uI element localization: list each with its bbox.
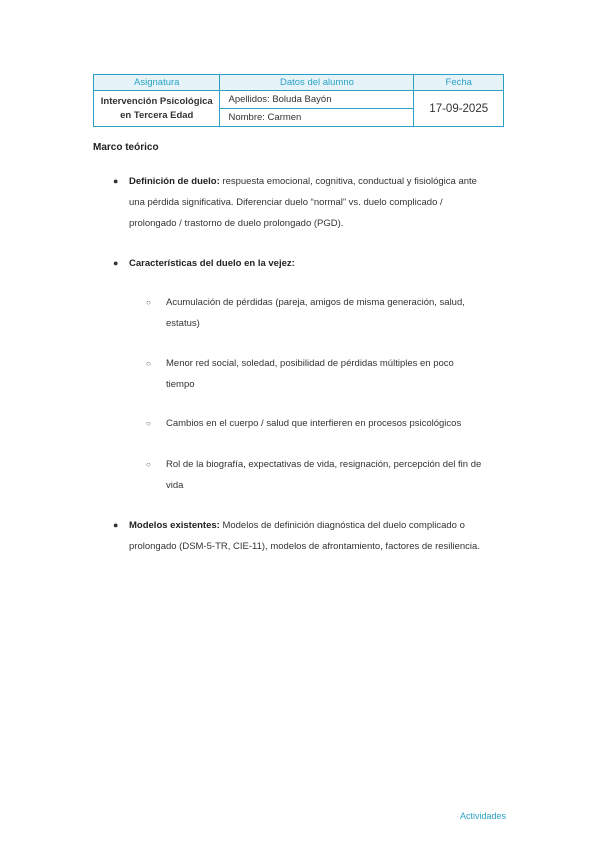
name-cell: Nombre: Carmen	[220, 109, 414, 127]
sub-bullet-icon: ○	[146, 298, 151, 307]
definition-line-1	[129, 171, 499, 192]
surname-cell: Apellidos: Boluda Bayón	[220, 91, 414, 109]
sub-bullet-icon: ○	[146, 359, 151, 368]
definition-term: Definición de duelo:	[129, 176, 220, 187]
sub-item	[166, 353, 496, 395]
sub-item	[166, 292, 496, 334]
subject-line-2: en Tercera Edad	[120, 109, 194, 121]
bullet-icon: ●	[113, 258, 119, 268]
header-table	[93, 74, 504, 127]
subject-cell	[94, 91, 220, 127]
models-text-1: Modelos de definición diagnóstica del duelo complicado o	[219, 520, 465, 531]
section-title: Marco teórico	[93, 142, 159, 153]
header-subject: Asignatura	[94, 75, 220, 91]
characteristics-term: Características del duelo en la vejez:	[129, 258, 295, 269]
definition-line-2: una pérdida significativa. Diferenciar duelo “normal” vs. duelo complicado /	[129, 197, 443, 208]
sub-bullet-icon: ○	[146, 419, 151, 428]
header-date: Fecha	[414, 75, 504, 91]
date-cell: 17-09-2025	[414, 91, 504, 127]
sub-item-line-2: vida	[166, 480, 184, 491]
definition-text-1: respuesta emocional, cognitiva, conductual y fisiológica ante	[219, 176, 477, 187]
subject-line-1: Intervención Psicológica	[100, 95, 213, 107]
models-term: Modelos existentes:	[129, 520, 220, 531]
sub-item-line-1: Rol de la biografía, expectativas de vida, resignación, percepción del fin de	[166, 459, 482, 470]
sub-bullet-icon: ○	[146, 460, 151, 469]
sub-item	[166, 413, 496, 434]
bullet-icon: ●	[113, 176, 119, 186]
sub-item-line-2: tiempo	[166, 379, 195, 390]
models-item	[129, 515, 509, 557]
info-row-1	[94, 91, 504, 109]
sub-item-line-1: Cambios en el cuerpo / salud que interfieren en procesos psicológicos	[166, 418, 462, 429]
definition-item	[129, 171, 499, 234]
models-line-1	[129, 515, 509, 536]
sub-item-line-2: estatus)	[166, 318, 200, 329]
sub-item	[166, 454, 496, 496]
characteristics-item	[129, 253, 499, 274]
header-row	[94, 75, 504, 91]
sub-item-line-1: Menor red social, soledad, posibilidad de pérdidas múltiples en poco	[166, 358, 454, 369]
header-student-data: Datos del alumno	[220, 75, 414, 91]
footer-label: Actividades	[460, 811, 507, 821]
sub-item-line-1: Acumulación de pérdidas (pareja, amigos de misma generación, salud,	[166, 297, 465, 308]
models-line-2: prolongado (DSM-5-TR, CIE-11), modelos de afrontamiento, factores de resiliencia.	[129, 541, 480, 552]
definition-line-3: prolongado / trastorno de duelo prolongado (PGD).	[129, 218, 344, 229]
bullet-icon: ●	[113, 520, 119, 530]
